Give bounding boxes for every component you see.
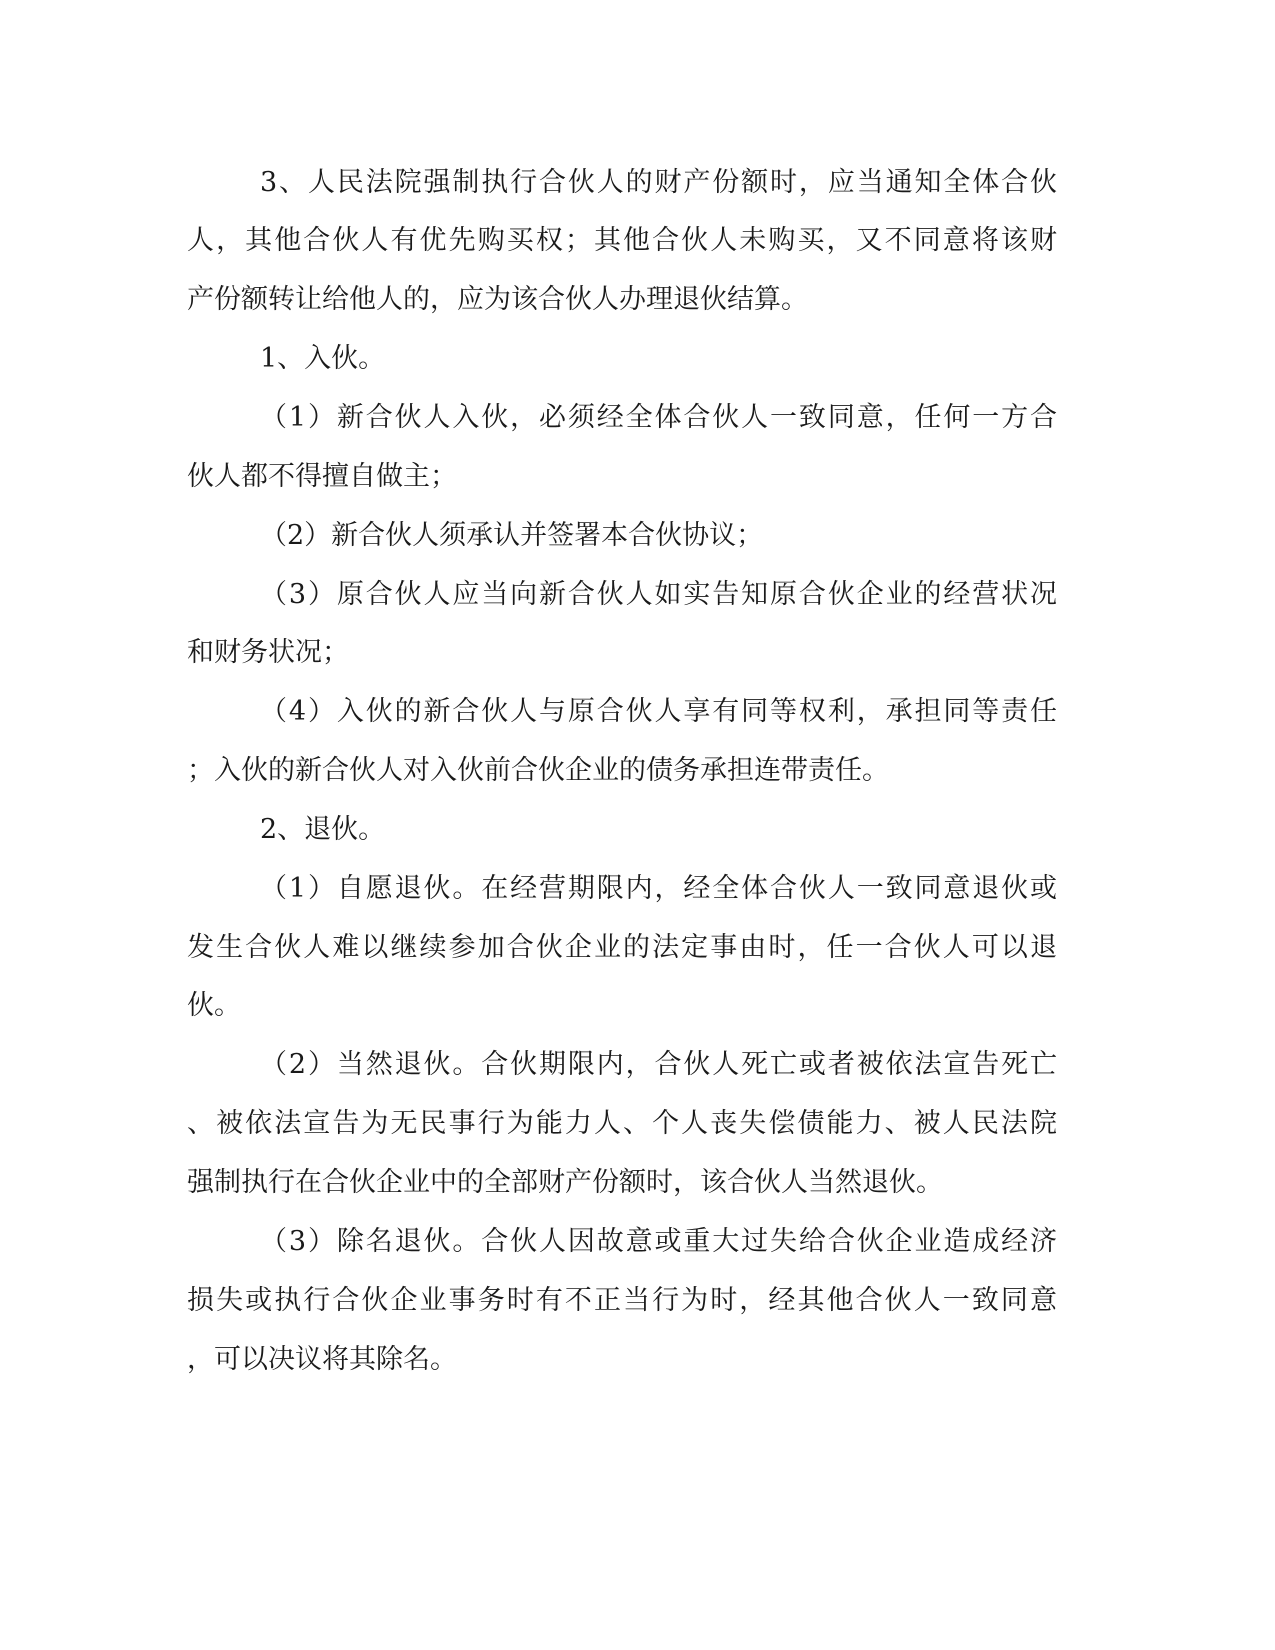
withdrawal-item-2-line-2: 、被依法宣告为无民事行为能力人、个人丧失偿债能力、被人民法院 bbox=[187, 1108, 1057, 1139]
admission-item-2: （2）新合伙人须承认并签署本合伙协议； bbox=[260, 520, 764, 551]
withdrawal-item-1-line-2: 发生合伙人难以继续参加合伙企业的法定事由时，任一合伙人可以退 bbox=[187, 932, 1057, 963]
paragraph-3-court-enforcement-line-2: 人，其他合伙人有优先购买权；其他合伙人未购买，又不同意将该财 bbox=[187, 225, 1057, 256]
withdrawal-item-3-line-1: （3）除名退伙。合伙人因故意或重大过失给合伙企业造成经济 bbox=[260, 1226, 1057, 1257]
withdrawal-item-3-line-2: 损失或执行合伙企业事务时有不正当行为时，经其他合伙人一致同意 bbox=[187, 1285, 1057, 1316]
withdrawal-item-2-line-3: 强制执行在合伙企业中的全部财产份额时，该合伙人当然退伙。 bbox=[187, 1167, 943, 1198]
withdrawal-item-2-line-1: （2）当然退伙。合伙期限内，合伙人死亡或者被依法宣告死亡 bbox=[260, 1049, 1057, 1080]
withdrawal-item-3-line-3: ，可以决议将其除名。 bbox=[187, 1344, 457, 1375]
heading-admission: 1、入伙。 bbox=[260, 343, 386, 374]
admission-item-4-line-2: ；入伙的新合伙人对入伙前合伙企业的债务承担连带责任。 bbox=[187, 755, 889, 786]
admission-item-1-line-2: 伙人都不得擅自做主； bbox=[187, 461, 457, 492]
admission-item-3-line-2: 和财务状况； bbox=[187, 637, 349, 668]
admission-item-4-line-1: （4）入伙的新合伙人与原合伙人享有同等权利，承担同等责任 bbox=[260, 696, 1057, 727]
admission-item-1-line-1: （1）新合伙人入伙，必须经全体合伙人一致同意，任何一方合 bbox=[260, 402, 1057, 433]
paragraph-3-court-enforcement-line-1: 3、人民法院强制执行合伙人的财产份额时，应当通知全体合伙 bbox=[260, 167, 1057, 198]
heading-withdrawal: 2、退伙。 bbox=[260, 814, 386, 845]
admission-item-3-line-1: （3）原合伙人应当向新合伙人如实告知原合伙企业的经营状况 bbox=[260, 579, 1057, 610]
withdrawal-item-1-line-3: 伙。 bbox=[187, 990, 241, 1021]
withdrawal-item-1-line-1: （1）自愿退伙。在经营期限内，经全体合伙人一致同意退伙或 bbox=[260, 873, 1057, 904]
paragraph-3-court-enforcement-line-3: 产份额转让给他人的，应为该合伙人办理退伙结算。 bbox=[187, 284, 808, 315]
